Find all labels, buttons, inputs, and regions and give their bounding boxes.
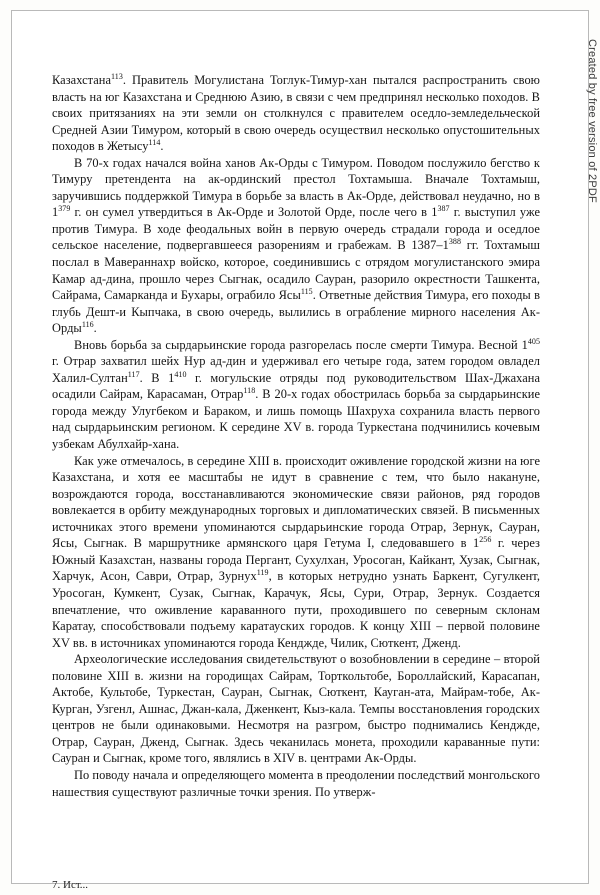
page-footer: 7. Ист... — [52, 879, 89, 891]
body-text-column — [52, 72, 540, 800]
watermark-text: Created by free version of 2PDF — [586, 39, 598, 203]
paragraph-2: В 70-х годах начался война ханов Ак-Орды с Тимуром. Поводом послужило бегство к Тимуру претендента на ак-ординский престол Тохтамыша. Вначале Тохтамыш, заручившись поддержкой Тимура в борьбе за власть в Ак-Орде, действовал неудачно, но в $1^{379}$ г. он сумел утвердиться в Ак-Орде и Золотой Орде, после чего в $1^{387}$ г. выступил уже против Тимура. В ходе феодальных войн в первую очередь страдали города и оседлое сельское население, подвергавшееся разорениям и грабежам. В $1387-1^{388}$ гг. Тохтамыш послал в Мавераннахр войско, которое, соединившись с отрядом могулистанского эмира Камар ад-дина, прошло через Сыгнак, осадило Сауран, разорило окрестности Ташкента, Сайрама, Самарканда и Бухары, ограбило Ясы$^{115}$. Ответные действия Тимура, его походы в глубь Дешт-и Кыпчака, в свою очередь, вылились в ограбление мирного населения Ак-Орды$^{116}$. — [52, 155, 541, 336]
paragraph-4: Как уже отмечалось, в середине XIII в. происходит оживление городской жизни на юге Казахстана, и хотя ее масштабы не идут в сравнение с тем, что было накануне, возрождаются города, восстанавливаются экономические связи районов, ряд городов вовлекается в орбиту международных торговых и дипломатических связей. В письменных источниках этого времени упоминаются сырдарьинские города Отрар, Зернук, Сауран, Ясы, Сыгнак. В маршрутнике армянского царя Гетума I, следовавшего в $1^{256}$ г. через Южный Казахстан, названы города Пергант, Сухулхан, Уросоган, Кайкант, Хузак, Сыгнак, Харчук, Асон, Саври, Отрар, Зурнух$^{119}$, в которых нетрудно узнать Баркент, Сугулкент, Уросоган, Кумкент, Сузак, Сыгнак, Карачук, Ясы, Сури, Отрар, Зернук. Создается впечатление, что оживление караванного пути, проходившего по северным склонам Каратау, способствовали подъему каратауских городов. К концу XIII – первой половине XV вв. в источниках упоминаются города Кенджде, Чилик, Сюткент, Дженд. — [52, 453, 540, 650]
paragraph-1: Казахстана$^{113}$. Правитель Могулистана Тоглук-Тимур-хан пытался распространить свою власть на юг Казахстана и Среднюю Азию, в связи с чем предпринял несколько походов. В своих притязаниях на эти земли он столкнулся с правителем оседло-земледельческой Средней Азии Тимуром, который в свою очередь осуществил несколько опустошительных походов в Жетысу$^{114}$. — [52, 71, 540, 154]
paragraph-3: Вновь борьба за сырдарьинские города разгорелась после смерти Тимура. Весной $1^{405}$ г. Отрар захватил шейх Нур ад-дин и удерживал его четыре года, затем городом овладел Халил-Султан$^{117}$. В $1^{410}$ г. могульские отряды под руководительством Шах-Джахана осадили Сайрам, Карасаман, Отрар$^{118}$. В 20-х годах обострилась борьба за сырдарьинские города между Улугбеком и Бараком, и лишь помощь Шахруха сохранила власть первого над сырдарьинским регионом. К середине XV в. города Туркестана подчинились кочевым узбекам Абулхайр-хана. — [52, 336, 540, 452]
paragraph-5: Археологические исследования свидетельствуют о возобновлении в середине – второй половине XIII в. жизни на городищах Сайрам, Торткольтобе, Бороллайский, Карасапан, Актобе, Культобе, Туркестан, Сауран, Сыгнак, Сюткент, Кауган-ата, Майрам-тобе, Ак-Курган, Узгенл, Ашнас, Джан-кала, Дженкент, Кыз-кала. Темпы восстановления городских центров не были одинаковыми. Несмотря на разгром, быстро поднимались Кенджде, Отрар, Сауран, Дженд, Сыгнак. Здесь чеканилась монета, проходили караванные пути: Сауран и Сыгнак, кроме того, являлись в XIV в. центрами Ак-Орды. — [52, 652, 540, 766]
paragraph-6: По поводу начала и определяющего момента в преодолении последствий монгольского нашествия существуют различные точки зрения. По утверж- — [52, 767, 540, 799]
